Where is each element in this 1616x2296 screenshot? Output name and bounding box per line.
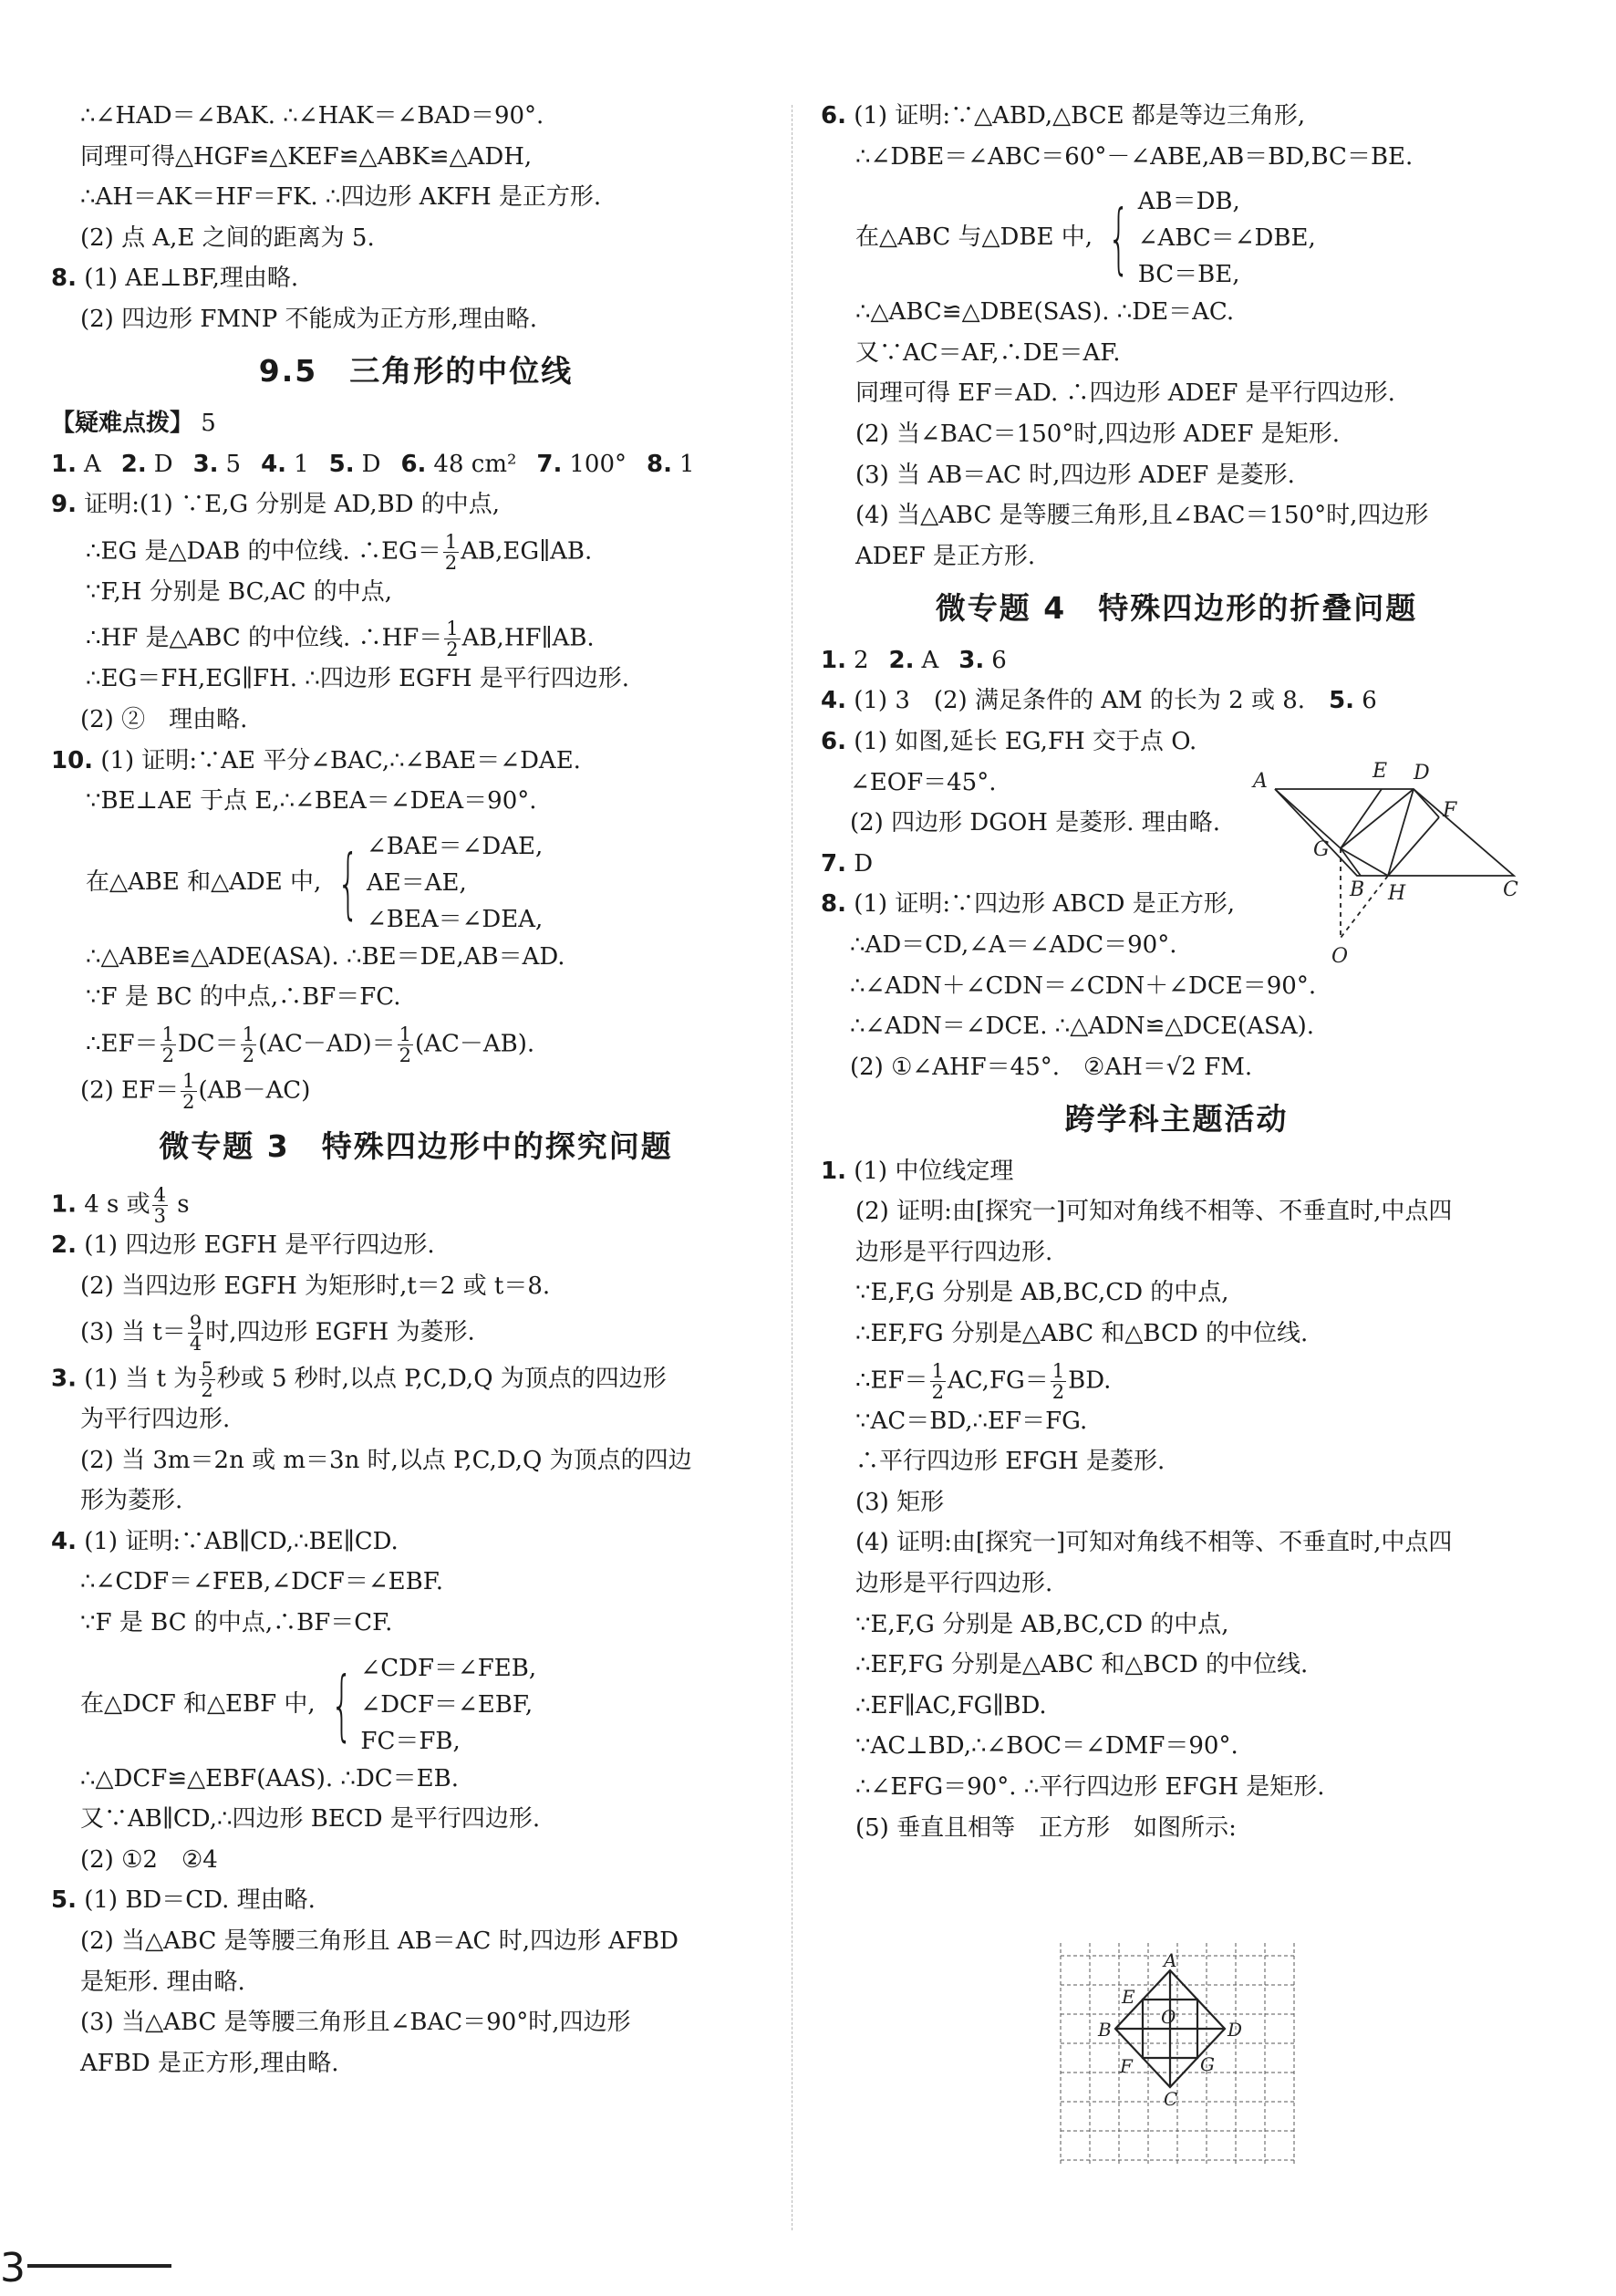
denominator: 3 xyxy=(153,1204,167,1227)
text-line: ∴AD＝CD,∠A＝∠ADC＝90°. xyxy=(850,930,1177,959)
system-line-item: ∠ABC＝∠DBE, xyxy=(1137,224,1316,253)
text-span: D xyxy=(854,849,874,878)
text-line: ∴∠EFG＝90°. ∴平行四边形 EFGH 是矩形. xyxy=(855,1773,1325,1801)
denominator: 2 xyxy=(182,1090,195,1113)
text-span: ∴EF＝ xyxy=(86,1030,159,1058)
text-line xyxy=(821,1361,1532,1402)
text-line: ∵E,F,G 分别是 AB,BC,CD 的中点, xyxy=(855,1279,1229,1307)
footer-rule xyxy=(27,2264,171,2268)
answer-value: D xyxy=(361,450,381,478)
w3-answer-1 xyxy=(51,1185,781,1226)
system-line-item: ∠CDF＝∠FEB, xyxy=(360,1654,537,1682)
text-span: AC,FG＝ xyxy=(947,1366,1049,1395)
answer-text: (1) AE⊥BF,理由略. xyxy=(84,265,299,293)
fraction xyxy=(241,1024,256,1065)
text-span: (1) 四边形 EGFH 是平行四边形. xyxy=(84,1231,435,1259)
text-span: (1) 证明:∵AB∥CD,∴BE∥CD. xyxy=(84,1527,399,1555)
answer-text: 证明:(1) ∵E,G 分别是 AD,BD 的中点, xyxy=(84,491,501,519)
label-o: O xyxy=(1331,945,1349,968)
system-lines xyxy=(360,1650,536,1760)
text-line: 同理可得△HGF≌△KEF≌△ABK≌△ADH, xyxy=(80,142,533,171)
question-number: 4. xyxy=(261,450,287,478)
text-line xyxy=(51,1071,781,1112)
system-line-item: ∠BAE＝∠DAE, xyxy=(366,832,544,860)
text-span: BD. xyxy=(1068,1366,1112,1395)
label-c: C xyxy=(1503,878,1518,901)
brace: { xyxy=(337,837,359,928)
answer-value: 1 xyxy=(294,450,309,478)
yinan-row xyxy=(51,410,781,437)
question-number: 4. xyxy=(821,687,846,715)
label-d: D xyxy=(1228,2019,1243,2041)
w4-answers-row xyxy=(821,647,1532,674)
fraction xyxy=(152,1185,168,1226)
question-number: 4. xyxy=(51,1527,77,1555)
text-line: (3) 当 AB＝AC 时,四边形 ADEF 是菱形. xyxy=(855,461,1295,489)
grid-figure xyxy=(1058,1943,1304,2171)
answer-value: D xyxy=(153,450,173,478)
text-span: (1) 中位线定理 xyxy=(854,1157,1014,1185)
text-span: 在△ABE 和△ADE 中, xyxy=(86,867,322,896)
text-span: DC＝ xyxy=(177,1030,239,1058)
text-line: ∴EG＝FH,EG∥FH. ∴四边形 EGFH 是平行四边形. xyxy=(86,665,630,693)
yinan-value: 5 xyxy=(201,409,216,437)
question-number: 3. xyxy=(192,450,219,478)
answer-8b: (2) 四边形 FMNP 不能成为正方形,理由略. xyxy=(80,305,538,333)
text-line: ∴EF∥AC,FG∥BD. xyxy=(855,1691,1047,1719)
text-span: (1) BD＝CD. 理由略. xyxy=(84,1886,316,1915)
text-line: ∴△DCF≌△EBF(AAS). ∴DC＝EB. xyxy=(80,1764,460,1792)
kx-answer-1 xyxy=(821,1158,1532,1185)
system-line xyxy=(821,183,1532,293)
answer-9 xyxy=(51,491,781,518)
answer-value: 100° xyxy=(569,450,627,478)
answer-value: A xyxy=(921,646,939,674)
text-line: 又∵AC＝AF,∴DE＝AF. xyxy=(855,338,1121,367)
outer-shape xyxy=(1275,789,1514,876)
text-line: (2) 当 3m＝2n 或 m＝3n 时,以点 P,C,D,Q 为顶点的四边 xyxy=(80,1446,692,1474)
text-span: ∴HF 是△ABC 的中位线. ∴HF＝ xyxy=(86,624,443,652)
text-span: 时,四边形 EGFH 为菱形. xyxy=(205,1318,475,1346)
w3-answer-3 xyxy=(51,1359,781,1400)
text-line: ∴EF,FG 分别是△ABC 和△BCD 的中位线. xyxy=(855,1320,1309,1348)
figure-labels xyxy=(1251,760,1518,968)
text-line: ∵AC⊥BD,∴∠BOC＝∠DMF＝90°. xyxy=(855,1732,1238,1761)
label-h: H xyxy=(1388,882,1406,905)
answer-8 xyxy=(51,265,781,292)
section-title-kx: 跨学科主题活动 xyxy=(1064,1100,1289,1137)
numerator: 1 xyxy=(161,1023,174,1045)
answer-text: (1) 证明:∵AE 平分∠BAC,∴∠BAE＝∠DAE. xyxy=(100,746,581,774)
text-span: (1) 3 (2) 满足条件的 AM 的长为 2 或 8. xyxy=(854,687,1306,715)
answer-value: 1 xyxy=(679,450,695,478)
text-line xyxy=(51,1313,781,1354)
label-c: C xyxy=(1164,2088,1178,2110)
fraction xyxy=(930,1361,946,1402)
text-span: (AB－AC) xyxy=(198,1076,311,1105)
text-line: 边形是平行四边形. xyxy=(855,1570,1053,1598)
text-span: AB,HF∥AB. xyxy=(461,624,595,652)
label-e: E xyxy=(1122,1986,1135,2008)
text-line: ∴∠DBE＝∠ABC＝60°－∠ABE,AB＝BD,BC＝BE. xyxy=(855,142,1414,171)
segment-ge xyxy=(1341,789,1382,848)
label-d: D xyxy=(1414,762,1430,784)
system-line-item: BC＝BE, xyxy=(1137,261,1240,289)
segment-gh xyxy=(1341,848,1388,876)
denominator: 2 xyxy=(242,1044,255,1066)
text-span: (1) 当 t 为 xyxy=(84,1365,198,1393)
page-number: 3 xyxy=(0,2245,26,2291)
denominator: 2 xyxy=(1051,1380,1065,1403)
system-line xyxy=(51,828,781,938)
text-line: ∴平行四边形 EFGH 是菱形. xyxy=(855,1448,1165,1476)
text-line xyxy=(51,1024,781,1065)
text-span: s xyxy=(177,1190,190,1219)
text-line: ADEF 是正方形. xyxy=(855,542,1036,570)
text-line: (3) 当△ABC 是等腰三角形且∠BAC＝90°时,四边形 xyxy=(80,2009,631,2037)
answer-value: 6 xyxy=(991,646,1007,674)
question-number: 3. xyxy=(51,1365,77,1393)
numerator: 1 xyxy=(242,1023,255,1045)
segment-gd xyxy=(1341,789,1414,848)
w4-answer-6 xyxy=(821,728,1532,755)
brace: { xyxy=(330,1659,353,1750)
system-line-item: AE＝AE, xyxy=(366,868,467,897)
segment-df xyxy=(1414,789,1439,817)
fraction xyxy=(199,1359,214,1400)
equation-system xyxy=(329,828,544,938)
grid-lines xyxy=(1061,1943,1294,2166)
question-number: 1. xyxy=(51,450,77,478)
question-number: 1. xyxy=(821,646,846,674)
text-span: (2) EF＝ xyxy=(80,1076,180,1105)
question-number: 5. xyxy=(51,1886,77,1915)
question-number: 8. xyxy=(647,450,672,478)
text-line: ∴∠HAD＝∠BAK. ∴∠HAK＝∠BAD＝90°. xyxy=(80,102,544,130)
answer-value: 48 cm² xyxy=(433,450,517,478)
segment-fh xyxy=(1388,817,1439,876)
text-line: 边形是平行四边形. xyxy=(855,1238,1053,1266)
answer-10 xyxy=(51,747,781,774)
label-b: B xyxy=(1098,2019,1112,2041)
text-span: (AC－AD)＝ xyxy=(258,1030,396,1058)
question-number: 6. xyxy=(821,102,846,130)
text-span: (1) 证明:∵四边形 ABCD 是正方形, xyxy=(854,890,1235,919)
text-line: ∴△ABC≌△DBE(SAS). ∴DE＝AC. xyxy=(855,298,1235,327)
label-a: A xyxy=(1253,770,1268,793)
label-f: F xyxy=(1120,2055,1133,2077)
right-column xyxy=(821,102,1532,1854)
question-number: 1. xyxy=(51,1190,77,1219)
answer-value: A xyxy=(83,450,101,478)
text-line: 同理可得 EF＝AD. ∴四边形 ADEF 是平行四边形. xyxy=(855,379,1395,408)
fraction xyxy=(188,1313,203,1354)
text-span: 在△DCF 和△EBF 中, xyxy=(80,1689,316,1718)
text-line: ∴∠ADN＝∠DCE. ∴△ADN≌△DCE(ASA). xyxy=(850,1013,1315,1041)
question-number: 6. xyxy=(821,727,846,755)
text-line: (4) 证明:由[探究一]可知对角线不相等、不垂直时,中点四 xyxy=(855,1529,1453,1557)
answer-value: 5 xyxy=(225,450,242,478)
numerator: 1 xyxy=(182,1069,195,1092)
numerator: 1 xyxy=(446,618,459,640)
label-a: A xyxy=(1164,1949,1177,1971)
text-line: 是矩形. 理由略. xyxy=(80,1968,245,1996)
text-line: (3) 矩形 xyxy=(855,1488,945,1516)
text-line: (2) 四边形 DGOH 是菱形. 理由略. xyxy=(850,809,1221,837)
text-line: ∠EOF＝45°. xyxy=(850,768,997,796)
text-line: ∵F 是 BC 的中点,∴BF＝CF. xyxy=(80,1609,393,1637)
text-line xyxy=(51,532,781,573)
w3-answer-4 xyxy=(51,1528,781,1555)
numerator: 1 xyxy=(399,1023,412,1045)
text-span: 秒或 5 秒时,以点 P,C,D,Q 为顶点的四边形 xyxy=(216,1365,667,1393)
text-line: (2) 当△ABC 是等腰三角形且 AB＝AC 时,四边形 AFBD xyxy=(80,1927,679,1956)
fraction xyxy=(398,1024,413,1065)
text-span: ∴EF＝ xyxy=(855,1366,928,1395)
text-line: (2) ①∠AHF＝45°. ②AH＝√2 FM. xyxy=(850,1053,1253,1081)
denominator: 2 xyxy=(446,639,459,661)
system-line xyxy=(51,1650,781,1760)
w3-answer-2 xyxy=(51,1231,781,1259)
text-line: ∵F 是 BC 的中点,∴BF＝FC. xyxy=(86,983,401,1012)
label-e: E xyxy=(1373,760,1388,783)
fraction xyxy=(181,1071,196,1112)
label-f: F xyxy=(1443,799,1457,822)
question-number: 10. xyxy=(51,746,94,774)
question-number: 3. xyxy=(958,646,985,674)
text-span: 在△ABC 与△DBE 中, xyxy=(855,223,1093,252)
system-lines xyxy=(1138,183,1316,293)
text-line: ∵E,F,G 分别是 AB,BC,CD 的中点, xyxy=(855,1610,1229,1638)
text-line xyxy=(51,618,781,660)
answer-value: 2 xyxy=(853,646,869,674)
figure-lines xyxy=(1275,789,1514,938)
w3-answer-5 xyxy=(51,1886,781,1914)
denominator: 2 xyxy=(201,1379,213,1402)
equation-system xyxy=(323,1650,536,1760)
question-number: 2. xyxy=(51,1231,77,1259)
text-span: (1) 证明:∵△ABD,△BCE 都是等边三角形, xyxy=(854,102,1306,130)
question-number: 6. xyxy=(400,450,427,478)
text-line: ∵AC＝BD,∴EF＝FG. xyxy=(855,1407,1088,1435)
question-number: 9. xyxy=(51,491,77,519)
segment-hd xyxy=(1388,789,1414,876)
numerator: 9 xyxy=(189,1312,202,1335)
section-title-w4: 微专题 4 特殊四边形的折叠问题 xyxy=(935,589,1418,626)
text-span: 6 xyxy=(1362,687,1377,715)
system-line-item: AB＝DB, xyxy=(1137,188,1240,216)
text-line: 为平行四边形. xyxy=(80,1406,231,1434)
label-g: G xyxy=(1200,2053,1215,2075)
question-number: 8. xyxy=(51,265,77,293)
fraction xyxy=(161,1024,176,1065)
section-title-9-5: 9.5 三角形的中位线 xyxy=(258,352,574,389)
text-line: ∴EF,FG 分别是△ABC 和△BCD 的中位线. xyxy=(855,1651,1309,1679)
text-line: ∵F,H 分别是 BC,AC 的中点, xyxy=(86,577,393,606)
section-title-w3: 微专题 3 特殊四边形中的探究问题 xyxy=(159,1127,673,1164)
denominator: 2 xyxy=(931,1380,944,1403)
text-line: ∵BE⊥AE 于点 E,∴∠BEA＝∠DEA＝90°. xyxy=(86,787,537,816)
text-line: (2) ①2 ②4 xyxy=(80,1845,218,1874)
label-o: O xyxy=(1161,2006,1176,2028)
text-span: 4 s 或 xyxy=(84,1190,150,1219)
answer-6 xyxy=(821,102,1532,130)
question-number: 1. xyxy=(821,1157,846,1185)
fraction xyxy=(1051,1361,1066,1402)
w4-answer-4 xyxy=(821,687,1532,714)
text-line: AFBD 是正方形,理由略. xyxy=(80,2049,339,2077)
question-number: 7. xyxy=(821,849,846,878)
question-number: 7. xyxy=(536,450,563,478)
numerator: 1 xyxy=(931,1359,944,1382)
text-line: (2) 当∠BAC＝150°时,四边形 ADEF 是矩形. xyxy=(855,420,1340,448)
equation-system xyxy=(1100,183,1315,293)
text-span: (1) 如图,延长 EG,FH 交于点 O. xyxy=(854,727,1197,755)
fraction xyxy=(443,532,459,573)
question-number: 5. xyxy=(328,450,355,478)
left-column xyxy=(51,102,781,2090)
label-g: G xyxy=(1313,838,1330,861)
text-span: ∴EG 是△DAB 的中位线. ∴EG＝ xyxy=(86,537,441,566)
denominator: 2 xyxy=(399,1044,412,1066)
text-line: 形为菱形. xyxy=(80,1487,183,1515)
text-line: (2) 证明:由[探究一]可知对角线不相等、不垂直时,中点四 xyxy=(855,1198,1453,1226)
brace: { xyxy=(1107,193,1131,284)
question-number: 2. xyxy=(888,646,915,674)
system-line-item: ∠DCF＝∠EBF, xyxy=(360,1690,533,1719)
denominator: 2 xyxy=(161,1044,174,1066)
text-line: ∴∠CDF＝∠FEB,∠DCF＝∠EBF. xyxy=(80,1568,443,1596)
segment-ag xyxy=(1275,789,1341,848)
denominator: 2 xyxy=(444,551,458,574)
system-line-item: FC＝FB, xyxy=(360,1727,461,1755)
text-line: 又∵AB∥CD,∴四边形 BECD 是平行四边形. xyxy=(80,1805,541,1834)
text-line: (4) 当△ABC 是等腰三角形,且∠BAC＝150°时,四边形 xyxy=(855,502,1429,530)
text-span: AB,EG∥AB. xyxy=(461,537,593,566)
numerator: 4 xyxy=(153,1183,167,1206)
yinan-label: 【疑难点拨】 xyxy=(51,409,194,437)
numerator: 5 xyxy=(201,1358,213,1381)
question-number: 8. xyxy=(821,890,846,919)
text-line: (2) 点 A,E 之间的距离为 5. xyxy=(80,223,375,252)
denominator: 4 xyxy=(189,1333,202,1356)
text-line: ∴△ABE≌△ADE(ASA). ∴BE＝DE,AB＝AD. xyxy=(86,942,565,971)
text-line: ∴∠ADN＋∠CDN＝∠CDN＋∠DCE＝90°. xyxy=(850,971,1317,1000)
label-b: B xyxy=(1350,878,1365,901)
text-line: (2) ② 理由略. xyxy=(80,705,248,733)
numerator: 1 xyxy=(444,530,458,553)
question-number: 2. xyxy=(120,450,147,478)
folding-figure xyxy=(1249,757,1523,976)
question-number: 5. xyxy=(1329,687,1355,715)
text-line: (5) 垂直且相等 正方形 如图所示: xyxy=(855,1813,1237,1842)
text-span: (3) 当 t＝ xyxy=(80,1318,186,1346)
numerator: 1 xyxy=(1051,1359,1065,1382)
answers-row xyxy=(51,451,781,478)
text-line: (2) 当四边形 EGFH 为矩形时,t＝2 或 t＝8. xyxy=(80,1272,551,1300)
text-line: ∴AH＝AK＝HF＝FK. ∴四边形 AKFH 是正方形. xyxy=(80,183,602,212)
text-span: (AC－AB). xyxy=(415,1030,535,1058)
system-lines xyxy=(367,828,543,938)
fraction xyxy=(444,618,460,660)
system-line-item: ∠BEA＝∠DEA, xyxy=(366,905,544,933)
